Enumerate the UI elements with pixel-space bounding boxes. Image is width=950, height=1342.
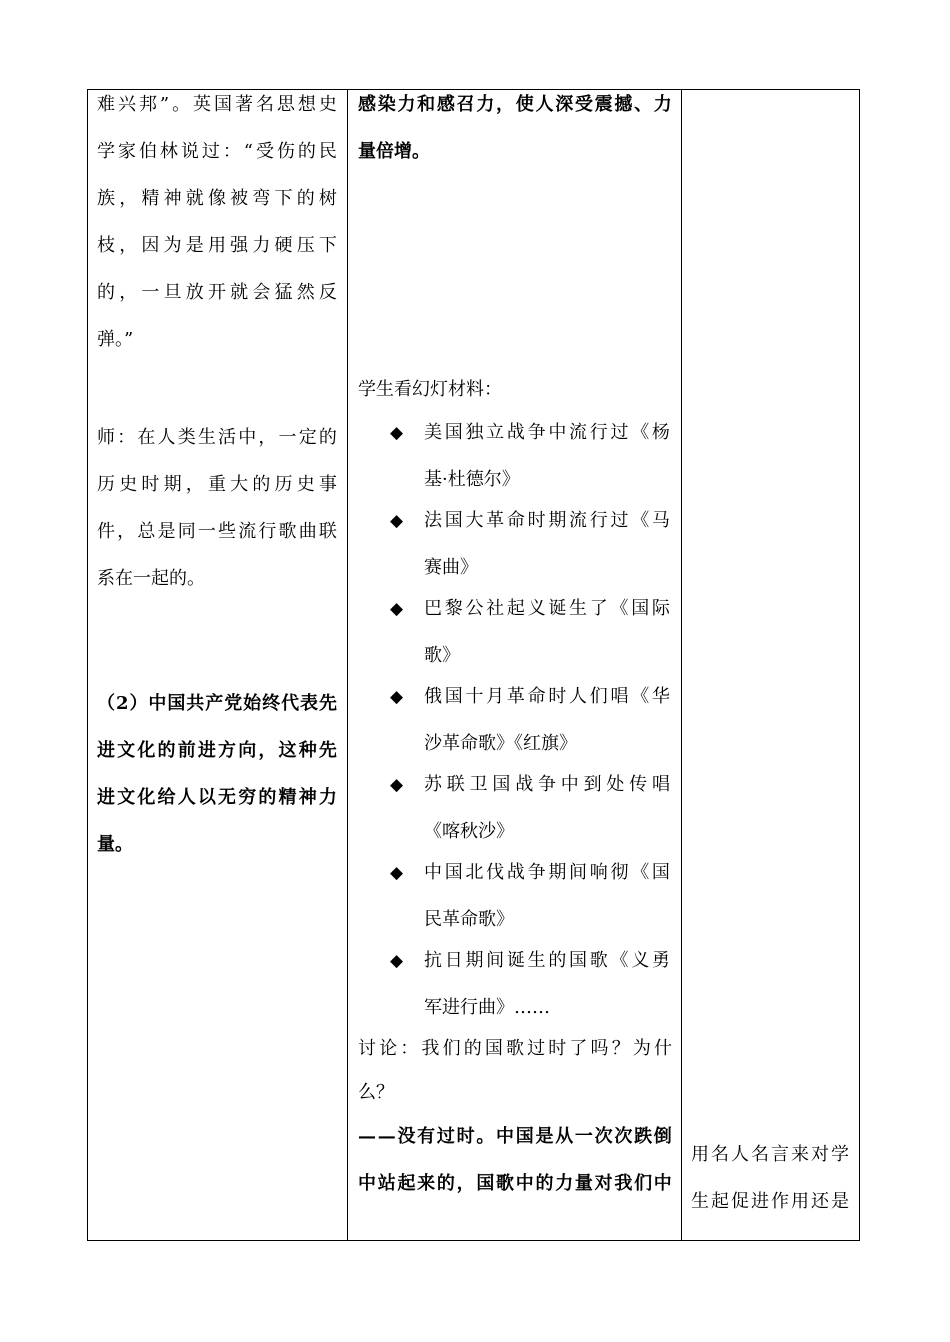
answer-line: — — 没 有 过 时 。 中 国 是 从 一 次 次 跌 倒 (358, 1126, 672, 1147)
list-item: 俄 国 十 月 革 命 时 人 们 唱 《 华 (424, 686, 670, 707)
diamond-bullet-icon: ◆ (390, 687, 404, 707)
list-item: 美 国 独 立 战 争 中 流 行 过 《 杨 (424, 422, 670, 443)
text-line: 量倍增。 (358, 141, 430, 162)
section-heading-line: （ 2 ） 中 国 共 产 党 始 终 代 表 先 (97, 693, 337, 714)
text-line: 难 兴 邦 ” 。 英 国 著 名 思 想 史 (97, 94, 337, 115)
diamond-bullet-icon: ◆ (390, 599, 404, 619)
list-item-continued: 《喀秋沙》 (424, 821, 514, 842)
design-intent-cell (682, 90, 860, 1241)
text-line: 用 名 人 名 言 来 对 学 (691, 1144, 849, 1165)
slide-label: 学生看幻灯材料： (358, 379, 502, 400)
text-line: 生 起 促 进 作 用 还 是 (691, 1191, 849, 1212)
text-line: 弹。” (97, 329, 134, 350)
text-line: 学 家 伯 林 说 过 ： “ 受 伤 的 民 (97, 141, 337, 162)
text-line: 历 史 时 期 ， 重 大 的 历 史 事 (97, 474, 337, 495)
diamond-bullet-icon: ◆ (390, 775, 404, 795)
list-item: 法 国 大 革 命 时 期 流 行 过 《 马 (424, 510, 670, 531)
lesson-table (87, 89, 860, 1241)
list-item-continued: 歌》 (424, 645, 460, 666)
text-line: 系在一起的。 (97, 568, 205, 589)
discussion-question: 讨 论 ： 我 们 的 国 歌 过 时 了 吗 ？ 为 什 (358, 1038, 672, 1059)
diamond-bullet-icon: ◆ (390, 863, 404, 883)
list-item: 巴 黎 公 社 起 义 诞 生 了 《 国 际 (424, 598, 670, 619)
list-item: 苏 联 卫 国 战 争 中 到 处 传 唱 (424, 774, 670, 795)
text-line: 族 ， 精 神 就 像 被 弯 下 的 树 (97, 188, 337, 209)
text-line: 的 ， 一 旦 放 开 就 会 猛 然 反 (97, 282, 337, 303)
text-line: 件 ， 总 是 同 一 些 流 行 歌 曲 联 (97, 521, 337, 542)
diamond-bullet-icon: ◆ (390, 951, 404, 971)
list-item-continued: 军进行曲》…… (424, 997, 550, 1018)
list-item-continued: 民革命歌》 (424, 909, 514, 930)
section-heading-line: 进 文 化 给 人 以 无 穷 的 精 神 力 (97, 787, 337, 808)
list-item-continued: 基·杜德尔》 (424, 469, 520, 490)
list-item: 抗 日 期 间 诞 生 的 国 歌 《 义 勇 (424, 950, 670, 971)
student-activity-cell (348, 90, 682, 1241)
list-item: 中 国 北 伐 战 争 期 间 响 彻 《 国 (424, 862, 670, 883)
section-heading-line: 进 文 化 的 前 进 方 向 ， 这 种 先 (97, 740, 337, 761)
list-item-continued: 沙革命歌》《红旗》 (424, 733, 577, 754)
discussion-question: 么？ (358, 1082, 394, 1103)
diamond-bullet-icon: ◆ (390, 423, 404, 443)
diamond-bullet-icon: ◆ (390, 511, 404, 531)
text-line: 师 ： 在 人 类 生 活 中 ， 一 定 的 (97, 427, 337, 448)
teacher-content-cell (88, 90, 348, 1241)
answer-line: 中 站 起 来 的 ， 国 歌 中 的 力 量 对 我 们 中 (358, 1173, 672, 1194)
text-line: 枝 ， 因 为 是 用 强 力 硬 压 下 (97, 235, 337, 256)
section-heading-line: 量。 (97, 834, 133, 855)
text-line: 感 染 力 和 感 召 力 ， 使 人 深 受 震 撼 、 力 (358, 94, 672, 115)
list-item-continued: 赛曲》 (424, 557, 478, 578)
